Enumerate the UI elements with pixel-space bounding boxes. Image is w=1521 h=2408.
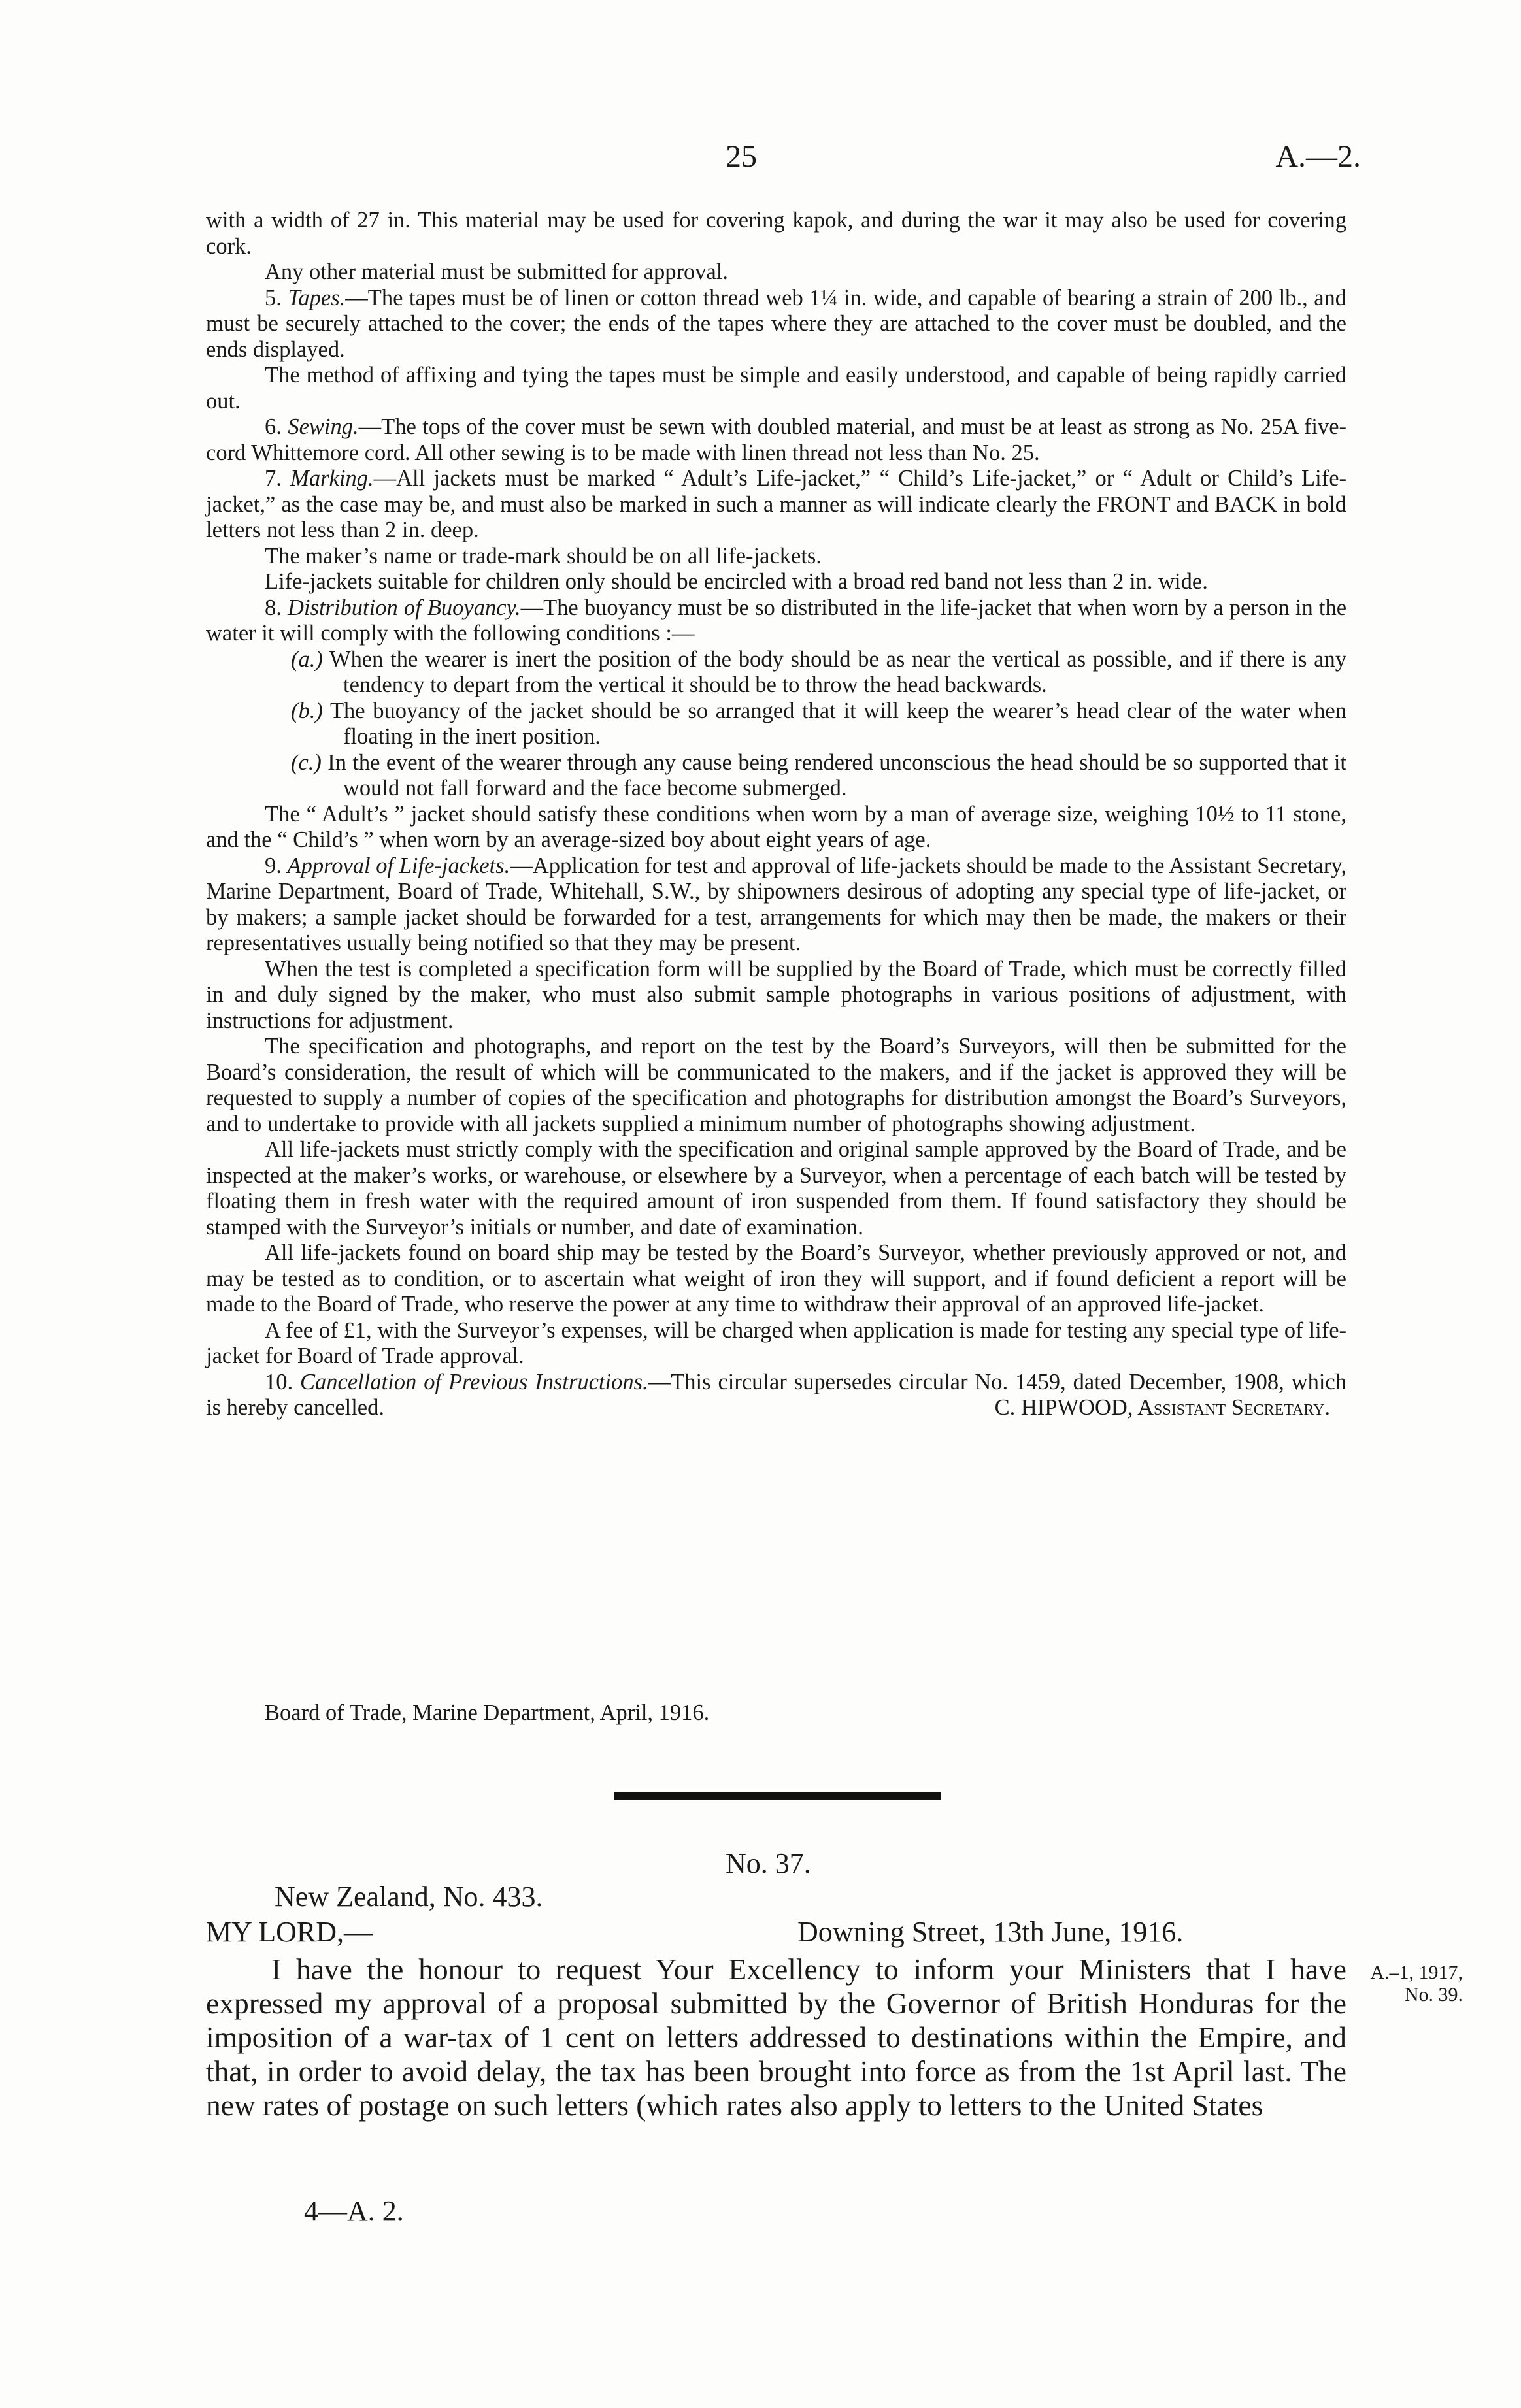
paragraph: 6. Sewing.—The tops of the cover must be sewn with doubled material, and must be at least as strong as No. 25A five-cord Whittemore cord. All other sewing is to be made with linen thread not less than No. 25. (206, 414, 1346, 465)
margin-reference: A.–1, 1917, No. 39. (1370, 1962, 1463, 2005)
letter-body (206, 1953, 1346, 2122)
document-reference: A.—2. (1275, 139, 1361, 174)
section-heading: Tapes. (288, 285, 346, 310)
paragraph: When the test is completed a specification form will be supplied by the Board of Trade, which must be correctly filled in and duly signed by the maker, who must also submit sample photographs in various positions of adjustment, with instructions for adjustment. (206, 956, 1346, 1033)
paragraph: All life-jackets found on board ship may be tested by the Board’s Surveyor, whether previously approved or not, and may be tested as to condition, or to ascertain what weight of iron they will support, and if found deficient a report will be made to the Board of Trade, who reserve the power at any time to withdraw their approval of an approved life-jacket. (206, 1240, 1346, 1317)
section-heading: Approval of Life-jackets. (287, 853, 510, 878)
dateline: Board of Trade, Marine Department, April, 1916. (265, 1700, 710, 1725)
printer-signature: 4—A. 2. (304, 2195, 404, 2227)
paragraph: 5. Tapes.—The tapes must be of linen or cotton thread web 1¼ in. wide, and capable of bearing a strain of 200 lb., and must be securely attached to the cover; the ends of the tapes where they are attached to the cover must be doubled, and the ends displayed. (206, 285, 1347, 362)
paragraph: Any other material must be submitted for approval. (265, 259, 728, 284)
paragraph: All life-jackets must strictly comply with the specification and original sample approved by the Board of Trade, and be inspected at the maker’s works, or warehouse, or elsewhere by a Surveyor, when a percentage of each batch will be tested by floating them in fresh water with the required amount of iron suspended from them. If found satisfactory they should be stamped with the Surveyor’s initials or number, and date of examination. (206, 1137, 1346, 1240)
circular-text (206, 208, 1346, 1421)
page-number: 25 (726, 139, 757, 174)
place-date: Downing Street, 13th June, 1916. (797, 1916, 1184, 1948)
addressee: New Zealand, No. 433. (275, 1881, 543, 1913)
section-heading: Distribution of Buoyancy. (288, 595, 521, 620)
section-heading: Cancellation of Previous Instructions. (300, 1369, 648, 1394)
salutation: MY LORD,— (206, 1916, 373, 1948)
paragraph: Life-jackets suitable for children only should be encircled with a broad red band not less than 2 in. wide. (265, 569, 1208, 594)
paragraph: A fee of £1, with the Surveyor’s expenses, will be charged when application is made for testing any special type of life-jacket for Board of Trade approval. (206, 1317, 1346, 1368)
paragraph: 8. Distribution of Buoyancy.—The buoyancy must be so distributed in the life-jacket that when worn by a person in the water it will comply with the following conditions :— (206, 595, 1347, 646)
paragraph: The maker’s name or trade-mark should be on all life-jackets. (265, 543, 822, 569)
paragraph: I have the honour to request Your Excellency to inform your Ministers that I have expressed my approval of a proposal submitted by the Governor of British Honduras for the imposition of a war-tax of 1 cent on letters addressed to destinations within the Empire, and that, in order to avoid delay, the tax has been brought into force as from the 1st April last. The new rates of postage on such letters (which rates also apply to letters to the United States (206, 1953, 1346, 2122)
paragraph: with a width of 27 in. This material may be used for covering kapok, and during the war it may also be used for covering cork. (206, 208, 1346, 259)
paragraph: The method of affixing and tying the tapes must be simple and easily understood, and capable of being rapidly carried out. (206, 363, 1346, 414)
condition-item: (b.) The buoyancy of the jacket should be so arranged that it will keep the wearer’s head clear of the water when floating in the inert position. (291, 698, 1346, 749)
paragraph: 9. Approval of Life-jackets.—Application for test and approval of life-jackets should be made to the Assistant Secretary, Marine Department, Board of Trade, Whitehall, S.W., by shipowners desirous of adopting any special type of life-jacket, or by makers; a sample jacket should be forwarded for a test, arrangements for which may then be made, the makers or their representatives usually being notified so that they may be present. (206, 853, 1346, 955)
signature: C. HIPWOOD, Assistant Secretary. (994, 1395, 1330, 1420)
paragraph: 10. Cancellation of Previous Instructions.—This circular supersedes circular No. 1459, dated December, 1908, which is hereby cancelled. (206, 1369, 1346, 1420)
condition-item: (a.) When the wearer is inert the position of the body should be as near the vertical as possible, and if there is any tendency to depart from the vertical it should be to throw the head backwards. (291, 646, 1346, 697)
paragraph: The “ Adult’s ” jacket should satisfy these conditions when worn by a man of average size, weighing 10½ to 11 stone, and the “ Child’s ” when worn by an average-sized boy about eight years of age. (206, 801, 1346, 852)
paragraph: The specification and photographs, and report on the test by the Board’s Surveyors, will then be submitted for the Board’s consideration, the result of which will be communicated to the makers, and if the jacket is approved they will be requested to supply a number of copies of the specification and photographs for distribution amongst the Board’s Surveyors, and to undertake to provide with all jackets supplied a minimum number of photographs showing adjustment. (206, 1034, 1346, 1136)
letter-number: No. 37. (726, 1847, 811, 1879)
divider-rule (614, 1792, 941, 1800)
section-heading: Sewing. (288, 414, 359, 439)
section-heading: Marking. (290, 466, 374, 491)
condition-item: (c.) In the event of the wearer through any cause being rendered unconscious the head should be so supported that it would not fall forward and the face become submerged. (291, 750, 1347, 800)
paragraph: 7. Marking.—All jackets must be marked “ Adult’s Life-jacket,” “ Child’s Life-jacket,” or “ Adult or Child’s Life-jacket,” as the case may be, and must also be marked in such a manner as will indicate clearly the FRONT and BACK in bold letters not less than 2 in. deep. (206, 466, 1346, 542)
